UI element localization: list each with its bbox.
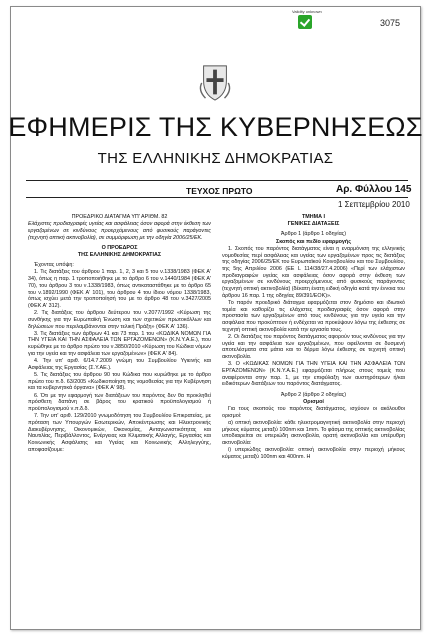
gazette-subtitle: ΤΗΣ ΕΛΛΗΝΙΚΗΣ ΔΗΜΟΚΡΑΤΙΑΣ: [97, 150, 334, 167]
having-regard: Έχοντας υπόψη:: [34, 262, 74, 269]
paragraph: Το παρόν προεδρικό διάταγμα εφαρμόζεται στον δημόσιο και ιδιωτικό τομέα και καθορίζει τις ελάχιστες προδιαγραφές όσον αφορά στην προστασία των εργαζομένων από τους κινδύνους για την υγεία και την ασφάλεια που προκύπτουν ή ενδέχεται να προκύψουν λόγω της έκθεσης σε τεχνητή οπτική ακτινοβολία κατά την εργασία τους.: [222, 299, 405, 333]
header-divider-bottom: [26, 197, 408, 198]
right-column: [222, 214, 405, 461]
paragraph: α) οπτική ακτινοβολία: κάθε ηλεκτρομαγνητική ακτινοβολία στην περιοχή μήκους κύματος μεταξύ 100nm και 1mm. Το φάσμα της οπτικής ακτινοβολίας υποδιαιρείται σε υπεριώδη ακτινοβολία, ορατή ακτινοβολία και υπέρυθρη ακτινοβολία:: [222, 419, 405, 446]
paragraph: 5. Τις διατάξεις του άρθρου 90 του Κώδικα που κυρώθηκε με το άρθρο πρώτο του π.δ. 63/2005 «Κωδικοποίηση της νομοθεσίας για την Κυβέρνηση και τα κυβερνητικά όργανα» (ΦΕΚ Α' 98).: [28, 371, 211, 392]
republic-heading: ΤΗΣ ΕΛΛΗΝΙΚΗΣ ΔΗΜΟΚΡΑΤΙΑΣ: [77, 252, 162, 259]
left-column: [28, 214, 211, 454]
paragraph: Για τους σκοπούς του παρόντος διατάγματος, ισχύουν οι ακόλουθοι ορισμοί:: [222, 405, 405, 419]
checkmark-icon: [298, 15, 312, 29]
page-number: 3075: [380, 18, 401, 28]
issue-date: 1 Σεπτεμβρίου 2010: [338, 200, 410, 209]
paragraph: 3. Τις διατάξεις των άρθρων 41 και 73 παρ. 1 του «ΚΩΔΙΚΑ ΝΟΜΩΝ ΓΙΑ ΤΗΝ ΥΓΕΙΑ ΚΑΙ ΤΗΝ ΑΣΦΑΛΕΙΑ ΤΩΝ ΕΡΓΑΖΟΜΕΝΩΝ» (Κ.Ν.Υ.Α.Ε.), που κυρώθηκε με το άρθρο πρώτο του ν.3850/2010 «Κύρωση του Κώδικα νόμων για την υγεία και την ασφάλεια των εργαζομένων» (ΦΕΚ Α' 84).: [28, 330, 211, 357]
article-1-heading: Άρθρο 1 (άρθρο 1 οδηγίας): [280, 231, 347, 238]
decree-subject: Ελάχιστες προδιαγραφές υγείας και ασφάλειας όσον αφορά στην έκθεση των εργαζομένων σε κινδύνους προερχόμενους από φυσικούς παράγοντες (τεχνητή οπτική ακτινοβολία), σε συμμόρφωση με την οδηγία 2006/25/ΕΚ.: [28, 221, 211, 241]
signature-validity-badge[interactable]: [292, 10, 330, 30]
paragraph: 4. Την υπ' αριθ. 6/14.7.2009 γνώμη του Συμβουλίου Υγιεινής και Ασφάλειας της Εργασίας (Σ.Υ.ΑΕ.).: [28, 358, 211, 371]
article-2-heading: Άρθρο 2 (άρθρο 2 οδηγίας): [280, 391, 347, 398]
paragraph: 2. Τις διατάξεις του άρθρου δεύτερου του ν.2077/1992 «Κύρωση της συνθήκης για την Ευρωπαϊκή Ένωση και των σχετικών πρωτοκόλλων και δηλώσεων που περιλαμβάνονται στην τελική Πράξη» (ΦΕΚ Α' 136).: [28, 310, 211, 330]
paragraph: 3. Ο «ΚΩΔΙΚΑΣ ΝΟΜΩΝ ΓΙΑ ΤΗΝ ΥΓΕΙΑ ΚΑΙ ΤΗΝ ΑΣΦΑΛΕΙΑ ΤΩΝ ΕΡΓΑΖΟΜΕΝΩΝ» (Κ.Ν.Υ.Α.Ε.) εφαρμόζεται πλήρως στους τομείς που αναφέρονται στην παρ. 1, με την επιφύλαξη των αυστηρότερων ή/και ειδικότερων διατάξεων του παρόντος διατάγματος.: [222, 361, 405, 388]
article-2-title: Ορισμοί: [303, 398, 324, 405]
header-divider-top: [26, 180, 408, 181]
gazette-title: ΕΦΗΜΕΡΙΣ ΤΗΣ ΚΥΒΕΡΝΗΣΕΩΣ: [8, 112, 423, 142]
issue-type: ΤΕΥΧΟΣ ΠΡΩΤΟ: [186, 186, 253, 196]
president-heading: Ο ΠΡΟΕΔΡΟΣ: [101, 244, 138, 251]
paragraph: 7. Την υπ' αριθ. 129/2010 γνωμοδότηση του Συμβουλίου Επικρατείας, με πρόταση των Υπουργών Εσωτερικών, Αποκέντρωσης και Ηλεκτρονικής Διακυβέρνησης, Οικονομικών, Οικονομίας, Ανταγωνιστικότητας και Ναυτιλίας, Περιβάλλοντος, Ενέργειας και Κλιματικής Αλλαγής, Εργασίας και Κοινωνικής Ασφάλισης και Υγείας και Κοινωνικής Αλληλεγγύης, αποφασίζουμε:: [28, 413, 211, 453]
decree-title: ΠΡΟΕΔΡΙΚΟ ΔΙΑΤΑΓΜΑ ΥΠ' ΑΡΙΘΜ. 82: [71, 214, 168, 220]
validity-label: Validity unknown: [292, 9, 322, 14]
paragraph: 1. Σκοπός του παρόντος διατάγματος είναι η εναρμόνιση της ελληνικής νομοθεσίας περί ασφάλειας και υγείας των εργαζομένων προς τις διατάξεις της οδηγίας 2006/25/ΕΚ του Ευρωπαϊκού Κοινοβουλίου και του Συμβουλίου, της 5ης Απριλίου 2006 (ΕΕ L 114/38/27.4.2006) «Περί των ελάχιστων προδιαγραφών υγείας και ασφάλειας όσον αφορά στην έκθεση των εργαζομένων σε κινδύνους προερχόμενους από φυσικούς παράγοντες (τεχνητή οπτική ακτινοβολία) (δέκατη ένατη ειδική οδηγία κατά την έννοια του άρθρου 16 παρ. 1 της οδηγίας 89/391/ΕΟΚ)».: [222, 245, 406, 299]
chapter-heading: ΤΜΗΜΑ Ι: [301, 214, 326, 220]
article-1-title: Σκοπός και πεδίο εφαρμογής: [275, 238, 352, 245]
paragraph: 2. Οι διατάξεις του παρόντος διατάγματος αφορούν τους κινδύνους για την υγεία και την ασφάλεια των εργαζομένων, που οφείλονται σε δυσμενή αποτελέσματα στα μάτια και το δέρμα λόγω έκθεσης σε τεχνητή οπτική ακτινοβολία.: [222, 333, 405, 361]
chapter-title: ΓΕΝΙΚΕΣ ΔΙΑΤΑΞΕΙΣ: [287, 221, 340, 228]
paragraph: i) υπεριώδης ακτινοβολία: οπτική ακτινοβολία στην περιοχή μήκους κύματος μεταξύ 100nm και 400nm. Η: [222, 447, 405, 460]
sheet-number: Αρ. Φύλλου 145: [336, 184, 412, 195]
paragraph: 6. Ότι με την εφαρμογή των διατάξεων του παρόντος δεν θα προκληθεί πρόσθετη δαπάνη σε βάρος του κρατικού προϋπολογισμού ή προϋπολογισμού ν.π.δ.δ.: [28, 392, 211, 412]
greek-coat-of-arms-icon: [196, 62, 234, 102]
paragraph: 1. Τις διατάξεις του άρθρου 1 παρ. 1, 2, 3 και 5 του ν.1338/1983 (ΦΕΚ Α' 34), όπως η παρ. 1 τροποποιήθηκε με το άρθρο 6 του ν.1440/1984 (ΦΕΚ Α' 70), του άρθρου 3 του ν.1338/1983, όπως αντικαταστάθηκε με το άρθρο 65 του ν.1892/1990 (ΦΕΚ Α' 101), του άρθρου 4 του ίδιου νόμου 1338/1983, όπως ισχύει μετά την τροποποίησή του με το άρθρο 48 του ν.3427/2005 (ΦΕΚ Α' 312).: [28, 269, 211, 309]
